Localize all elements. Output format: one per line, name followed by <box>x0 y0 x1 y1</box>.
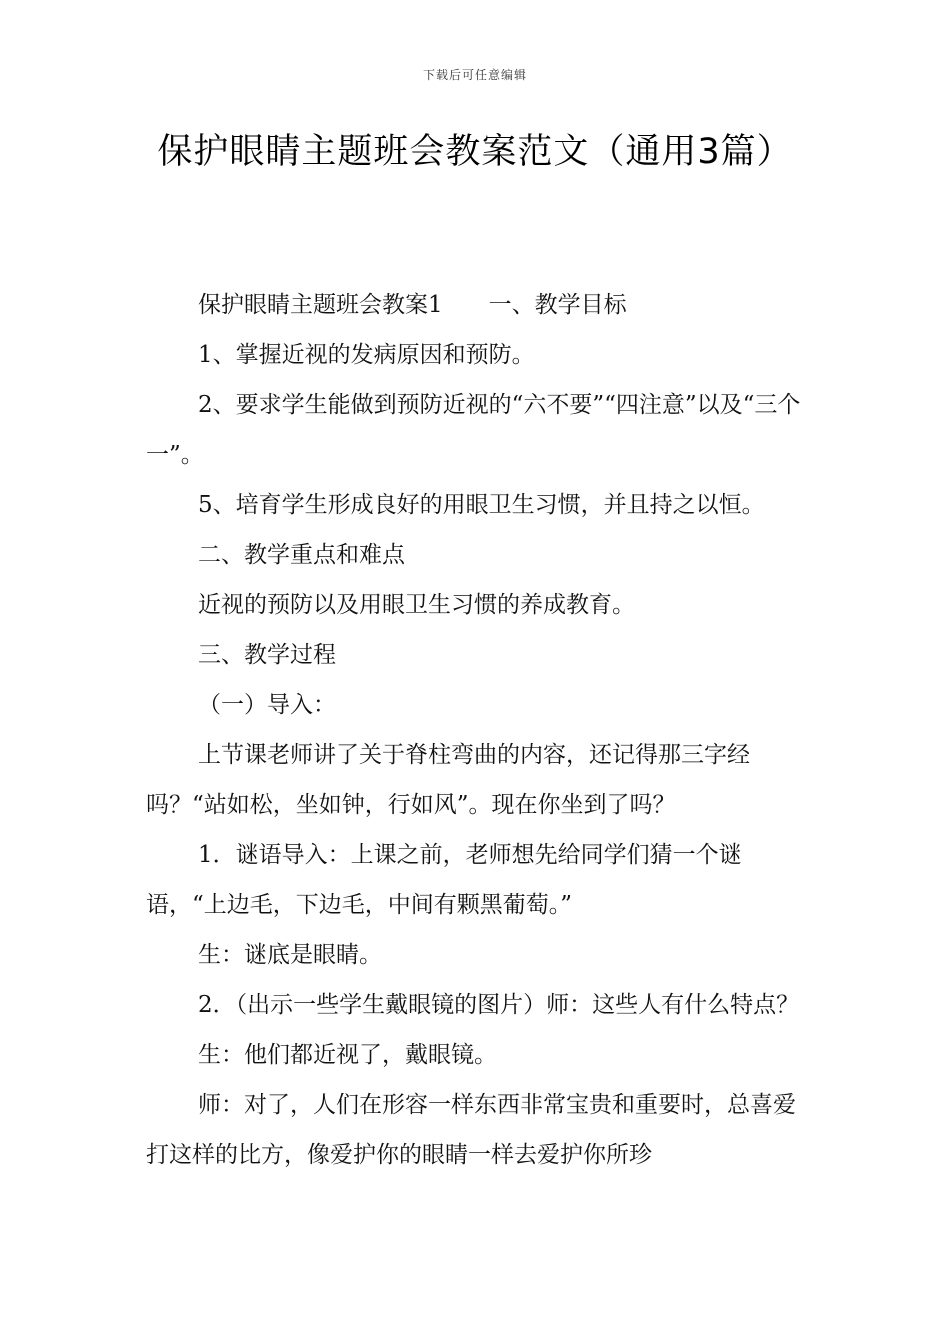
paragraph: 近视的预防以及用眼卫生习惯的养成教育。 <box>198 592 635 618</box>
lesson-heading-line <box>146 280 810 330</box>
section-heading-objectives: 一、教学目标 <box>488 292 627 318</box>
document-body <box>146 280 810 1180</box>
paragraph: 5、培育学生形成良好的用眼卫生习惯，并且持之以恒。 <box>198 492 765 518</box>
document-title: 保护眼睛主题班会教案范文（通用3篇） <box>157 132 793 172</box>
section-heading-process: 三、教学过程 <box>198 642 336 668</box>
paragraph: 1．谜语导入：上课之前，老师想先给同学们猜一个谜语，“上边毛，下边毛，中间有颗黑葡萄。” <box>146 842 742 918</box>
paragraph: 1、掌握近视的发病原因和预防。 <box>198 342 535 368</box>
paragraph: 生：谜底是眼睛。 <box>198 942 382 968</box>
paragraph: 生：他们都近视了，戴眼镜。 <box>198 1042 497 1068</box>
paragraph: 2．（出示一些学生戴眼镜的图片）师：这些人有什么特点？ <box>198 992 800 1018</box>
paragraph: 师：对了，人们在形容一样东西非常宝贵和重要时，总喜爱打这样的比方，像爱护你的眼睛一样去爱护你所珍 <box>146 1092 796 1168</box>
paragraph: 2、要求学生能做到预防近视的“六不要”“四注意”以及“三个一”。 <box>146 392 801 468</box>
subsection-heading-intro: （一）导入： <box>198 692 336 718</box>
paragraph: 上节课老师讲了关于脊柱弯曲的内容，还记得那三字经吗？“站如松，坐如钟，行如风”。现在你坐到了吗？ <box>146 742 750 818</box>
lesson-heading: 保护眼睛主题班会教案1 <box>198 292 443 318</box>
section-heading-key-points: 二、教学重点和难点 <box>198 542 405 568</box>
page-header-note: 下载后可任意编辑 <box>422 68 527 82</box>
